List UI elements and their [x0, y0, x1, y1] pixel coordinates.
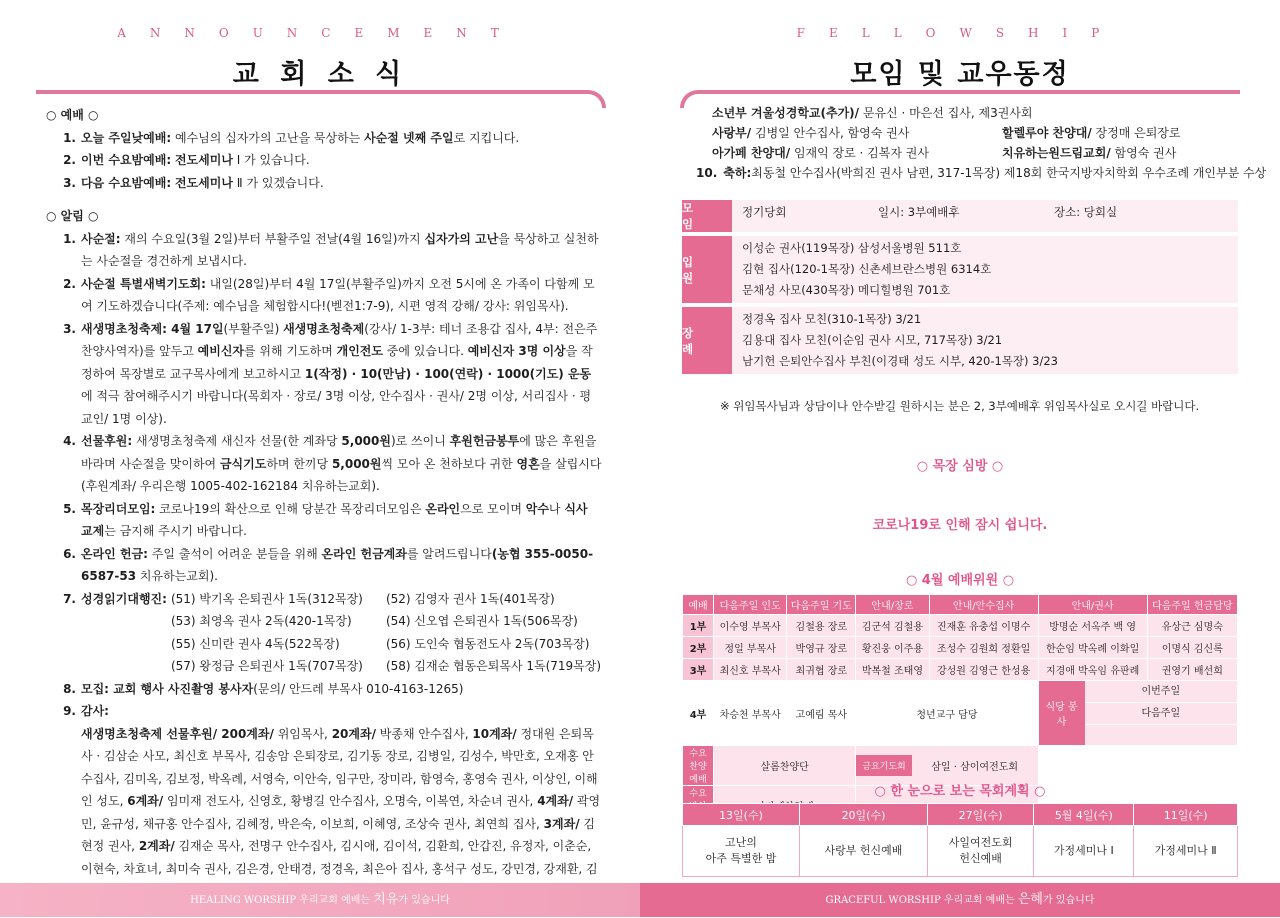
table-row: 2부 정일 부목사 박영규 장로 황진웅 이주용 조성수 김원희 정환일 한순임 박옥례 이화일 이명식 김신록: [683, 637, 1238, 659]
meeting-label: 모 임: [682, 200, 732, 232]
fellowship-row: 사랑부/ 김병일 안수집사, 함영숙 권사 할렐루야 찬양대/ 장정매 은퇴장로: [712, 126, 1181, 140]
table-row: 3부 최신호 부목사 최귀협 장로 박복철 조태영 강성원 김영근 한성용 지경애 박옥임 유판례 권영기 배선희: [683, 659, 1238, 681]
news-item-leaders: 5. 목장리더모임: 코로나19의 확산으로 인해 당분간 목장리더모임은 온라인으로 모이며 악수나 식사 교제는 금지해 주시기 바랍니다.: [63, 501, 588, 538]
right-page: [640, 0, 1280, 917]
reader-entry: (51) 박기옥 은퇴권사 1독(312목장): [170, 591, 363, 606]
table-row: 1부 이수영 부목사 김철용 장로 김군석 김철용 진재훈 유충섭 이명수 방명순 서옥주 백 영 유상근 심명숙: [683, 615, 1238, 637]
april-committee-heading: ○ 4월 예배위원 ○: [905, 573, 1015, 588]
worship-item: 2. 이번 수요밤예배: 전도세미나 Ⅰ 가 있습니다.: [63, 153, 310, 167]
meal-service-label: 식당 봉사: [1039, 681, 1085, 745]
plan-heading: ○ 한 눈으로 보는 목회계획 ○: [874, 784, 1046, 799]
fellowship-eyebrow: FELLOWSHIP: [796, 26, 1124, 40]
visitation-text: 코로나19로 인해 잠시 쉽니다.: [872, 518, 1048, 533]
reader-entry: (57) 왕정금 은퇴권사 1독(707목장): [170, 659, 363, 673]
fellowship-title: 모임 및 교우동정: [850, 59, 1070, 90]
worship-item: 3. 다음 수요밤예배: 전도세미나 Ⅱ 가 있겠습니다.: [63, 175, 324, 190]
table-row: 4부 차승천 부목사 고예림 목사 청년교구 담당 식당 봉사 이번주일 다음주일: [683, 681, 1238, 746]
ministry-plan-table: [682, 803, 1238, 877]
reader-entry: (56) 도인숙 협동전도사 2독(703목장): [385, 636, 590, 651]
hospital-label: 입 원: [682, 236, 732, 303]
bible-readers-list: [171, 588, 606, 678]
announcement-title: 교 회 소 식: [232, 59, 408, 90]
worship-item: 1. 오늘 주일낮예배: 예수님의 십자가의 고난을 묵상하는 사순절 넷째 주일로 지킵니다.: [63, 130, 520, 145]
left-page: [0, 0, 640, 917]
news-item-gift: 4. 선물후원: 새생명초청축제 새신자 선물(한 계좌당 5,000원)로 쓰이니 후원헌금봉투에 많은 후원을 바라며 사순절을 맞이하여 금식기도하며 한끼당 5,000원씩 모아 온 천하보다 귀한 영혼을 살립시다(후원계좌/ 우리은행 1005-402-162184 치유하는교회).: [63, 434, 602, 493]
fellowship-row: 아가페 찬양대/ 임재익 장로 · 김복자 권사 치유하는원드림교회/ 함영숙 권사: [712, 146, 1177, 160]
visitation-heading: ○ 목장 심방 ○: [916, 459, 1004, 474]
news-item-bible-reading: 7. 성경읽기대행진: (51) 박기옥 은퇴권사 1독(312목장) (52) 김영자 권사 1독(401목장) (53) 최영옥 권사 2독(420-1목장) (54) 신오엽 은퇴권사 1독(506목장) (55) 신미란 권사 4독(522목장) (56) 도인숙 협동전도사 2독(703목장) (57) 왕정금 은퇴권사 1독(707목장) (58) 김재순 협동은퇴목사 1독(719목장): [46, 588, 602, 678]
news-item-thanks-label: 9. 감사:: [63, 704, 109, 718]
congrats-row: 10. 축하: 최동철 안수집사(박희진 권사 남편, 317-1목장) 제18회 한국지방자치학회 우수조례 개인부분 수상: [696, 166, 1267, 180]
reader-entry: (54) 신오엽 은퇴권사 1독(506목장): [385, 614, 578, 628]
reader-entry: (53) 최영옥 권사 2독(420-1목장): [170, 614, 352, 628]
right-footer: GRACEFUL WORSHIP 우리교회 예배는 은혜가 있습니다: [640, 883, 1280, 917]
news-item-dawn-prayer: 2. 사순절 특별새벽기도회: 내일(28일)부터 4월 17일(부활주일)까지 오전 5시에 온 가족이 다함께 모여 기도하겠습니다(주제: 예수님을 체험합시다!(벧전1:7-9), 시편 영적 강해/ 강사: 위임목사).: [63, 276, 595, 313]
news-heading: ○ 알림 ○: [46, 209, 99, 223]
funeral-label: 장 례: [682, 307, 732, 374]
news-item-lent: 1. 사순절: 재의 수요일(3월 2일)부터 부활주일 전날(4월 16일)까지 십자가의 고난을 묵상하고 실천하는 사순절을 경건하게 보냅시다.: [63, 231, 599, 268]
funeral-row: 장 례 정경옥 집사 모친(310-1목장) 3/21 김용대 집사 모친(이순임 권사 시모, 717목장) 3/21 남기헌 은퇴안수집사 부친(이경태 성도 시부, 420-1목장) 3/23: [682, 307, 1238, 374]
left-footer: HEALING WORSHIP 우리교회 예배는 치유가 있습니다: [0, 883, 640, 917]
hospital-row: 입 원 이성순 권사(119목장) 삼성서울병원 511호 김현 집사(120-1목장) 신촌세브란스병원 6314호 문채성 사모(430목장) 메디힐병원 701호: [682, 236, 1238, 303]
news-item-recruit: 8. 모집: 교회 행사 사진촬영 봉사자(문의/ 안드레 부목사 010-4163-1265): [63, 681, 464, 696]
fellowship-list: [696, 103, 1276, 183]
reader-entry: (58) 김재순 협동은퇴목사 1독(719목장): [385, 659, 602, 673]
reader-entry: (55) 신미란 권사 4독(522목장): [170, 636, 340, 651]
reader-entry: (52) 김영자 권사 1독(401목장): [385, 591, 555, 606]
news-item-thanks: 새생명초청축제 선물후원/ 200계좌/ 위임목사, 20계좌/ 박종채 안수집사, 10계좌/ 정대원 은퇴목사 · 김삼순 사모, 최신호 부목사, 김송암 은퇴장로, 김기동 장로, 김병일, 김성수, 박만호, 오재홍 안수집사, 김미옥, 김보정, 박옥례, 서영숙, 이안숙, 임구만, 장미라, 함영숙, 홍영숙 권사, 이상인, 이해인 성도, 6계좌/ 임미재 전도사, 신영호, 황병길 안수집사, 오명숙, 이복연, 차순녀 권사, 4계좌/ 곽영민, 윤규성, 채규홍 안수집사, 김혜정, 박은숙, 이보희, 이혜영, 조상숙 권사, 최연희 집사, 3계좌/ 김현정 권사, 2계좌/ 김재순 목사, 전명구 안수집사, 김시애, 김이석, 김환희, 안갑진, 유정자, 이춘순, 이현숙, 차효녀, 최미숙 권사, 김은경, 안태경, 정경옥, 최은아 집사, 홍석구 성도, 강민경, 강재환, 김: [81, 726, 601, 876]
table-row: 고난의 아주 특별한 밤 사랑부 헌신예배 사일여전도회 헌신예배 가정세미나 Ⅰ 가정세미나 Ⅱ: [683, 826, 1238, 877]
news-item-online-offering: 6. 온라인 헌금: 주일 출석이 어려운 분들을 위해 온라인 헌금계좌를 알려드립니다(농협 355-0050-6587-53 치유하는교회).: [63, 546, 594, 583]
news-info-box: [682, 200, 1238, 378]
worship-heading: ○ 예배 ○: [46, 108, 99, 122]
consult-note: ※ 위임목사님과 상담이나 안수받길 원하시는 분은 2, 3부예배후 위임목사실로 오시길 바랍니다.: [720, 399, 1200, 413]
table-header-row: 예배 다음주일 인도 다음주일 기도 안내/장로 안내/안수집사 안내/권사 다음주일 헌금담당: [683, 595, 1238, 615]
table-row: 수요찬양예배 살롬찬양단 금요기도회 삼일 · 삼이여전도회: [683, 746, 1238, 786]
announcement-body: [46, 104, 602, 903]
announcement-eyebrow: ANNOUNCEMENT: [117, 26, 523, 40]
news-item-festival: 3. 새생명초청축제: 4월 17일(부활주일) 새생명초청축제(강사/ 1-3부: 테너 조용갑 집사, 4부: 전은주 찬양사역자)를 앞두고 예비신자를 위해 기도하며 개인전도 중에 있습니다. 예비신자 3명 이상을 작정하여 목장별로 교구목사에게 보고하시고 1(작정) · 10(만남) · 100(연락) · 1000(기도) 운동에 적극 참여해주시기 바랍니다(목회자 · 장로/ 3명 이상, 안수집사 · 권사/ 2명 이상, 서리집사 · 평교인/ 1명 이상).: [63, 321, 598, 426]
meeting-row: 모 임 정기당회 일시: 3부예배후 장소: 당회실: [682, 200, 1238, 232]
table-header-row: 13일(수) 20일(수) 27일(수) 5월 4일(수) 11일(수): [683, 804, 1238, 826]
fellowship-row: 소년부 겨울성경학교(추가)/ 문유신 · 마은선 집사, 제3권사회: [712, 106, 1033, 120]
table-row: 수요: [683, 786, 1238, 826]
